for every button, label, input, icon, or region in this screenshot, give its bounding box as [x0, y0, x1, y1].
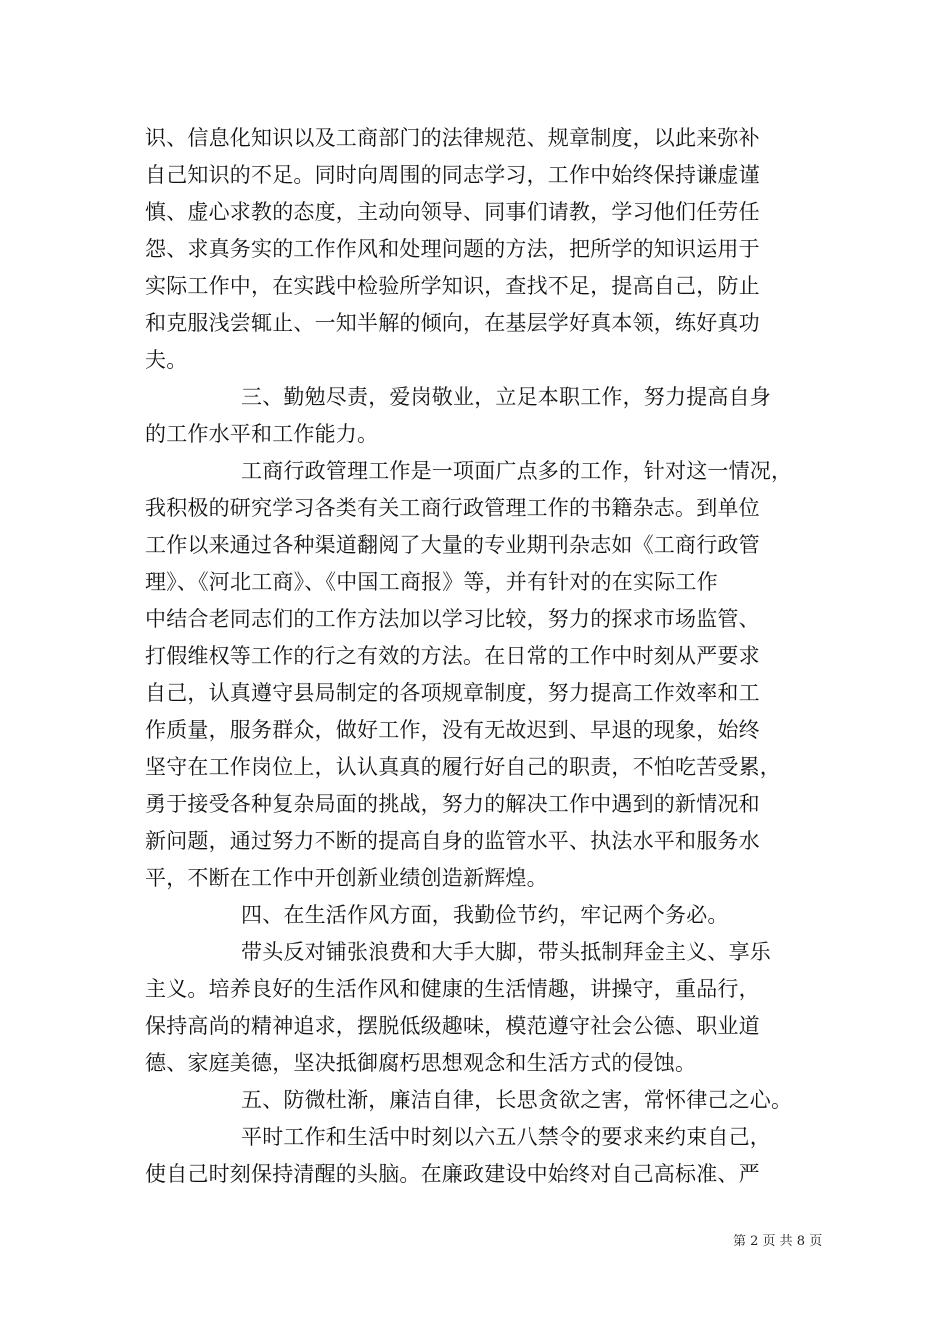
text-line: 工商行政管理工作是一项面广点多的工作，针对这一情况， [241, 459, 793, 483]
text-line: 新问题，通过努力不断的提高自身的监管水平、执法水平和服务水 [145, 829, 760, 853]
text-line: 五、防微杜渐，廉洁自律，长思贪欲之害，常怀律己之心。 [241, 1088, 793, 1112]
text-line: 中结合老同志们的工作方法加以学习比较，努力的探求市场监管、 [145, 607, 760, 631]
body-text [145, 120, 825, 1193]
text-line: 识、信息化知识以及工商部门的法律规范、规章制度，以此来弥补 [145, 126, 760, 150]
text-line: 我积极的研究学习各类有关工商行政管理工作的书籍杂志。到单位 [145, 496, 760, 520]
text-line: 平时工作和生活中时刻以六五八禁令的要求来约束自己， [241, 1125, 771, 1149]
text-line: 自己知识的不足。同时向周围的同志学习，工作中始终保持谦虚谨 [145, 163, 760, 187]
text-line: 坚守在工作岗位上，认认真真的履行好自己的职责，不怕吃苦受累， [145, 755, 781, 779]
page-number-footer: 第 2 页 共 8 页 [733, 1234, 823, 1249]
text-line: 夫。 [145, 348, 188, 372]
text-line: 的工作水平和工作能力。 [145, 422, 379, 446]
text-line: 保持高尚的精神追求，摆脱低级趣味，模范遵守社会公德、职业道 [145, 1014, 760, 1038]
text-line: 三、勤勉尽责，爱岗敬业，立足本职工作，努力提高自身 [241, 385, 771, 409]
text-line: 使自己时刻保持清醒的头脑。在廉政建设中始终对自己高标准、严 [145, 1162, 760, 1186]
text-line: 打假维权等工作的行之有效的方法。在日常的工作中时刻从严要求 [145, 644, 760, 668]
text-line: 和克服浅尝辄止、一知半解的倾向，在基层学好真本领，练好真功 [145, 311, 760, 335]
text-line: 慎、虚心求教的态度，主动向领导、同事们请教，学习他们任劳任 [145, 200, 760, 224]
text-line: 主义。培养良好的生活作风和健康的生活情趣，讲操守，重品行， [145, 977, 760, 1001]
text-line: 作质量，服务群众，做好工作，没有无故迟到、早退的现象，始终 [145, 718, 760, 742]
text-line: 实际工作中，在实践中检验所学知识，查找不足，提高自己，防止 [145, 274, 760, 298]
text-line: 工作以来通过各种渠道翻阅了大量的专业期刊杂志如《工商行政管 [145, 533, 760, 557]
text-line: 德、家庭美德，坚决抵御腐朽思想观念和生活方式的侵蚀。 [145, 1051, 697, 1075]
text-line: 勇于接受各种复杂局面的挑战，努力的解决工作中遇到的新情况和 [145, 792, 760, 816]
text-line: 带头反对铺张浪费和大手大脚，带头抵制拜金主义、享乐 [241, 940, 771, 964]
text-line: 平，不断在工作中开创新业绩创造新辉煌。 [145, 866, 548, 890]
text-line: 怨、求真务实的工作作风和处理问题的方法，把所学的知识运用于 [145, 237, 760, 261]
text-line: 自己，认真遵守县局制定的各项规章制度，努力提高工作效率和工 [145, 681, 760, 705]
text-line: 理》、《河北工商》、《中国工商报》等，并有针对的在实际工作 [145, 570, 718, 594]
text-line: 四、在生活作风方面，我勤俭节约，牢记两个务必。 [241, 903, 729, 927]
